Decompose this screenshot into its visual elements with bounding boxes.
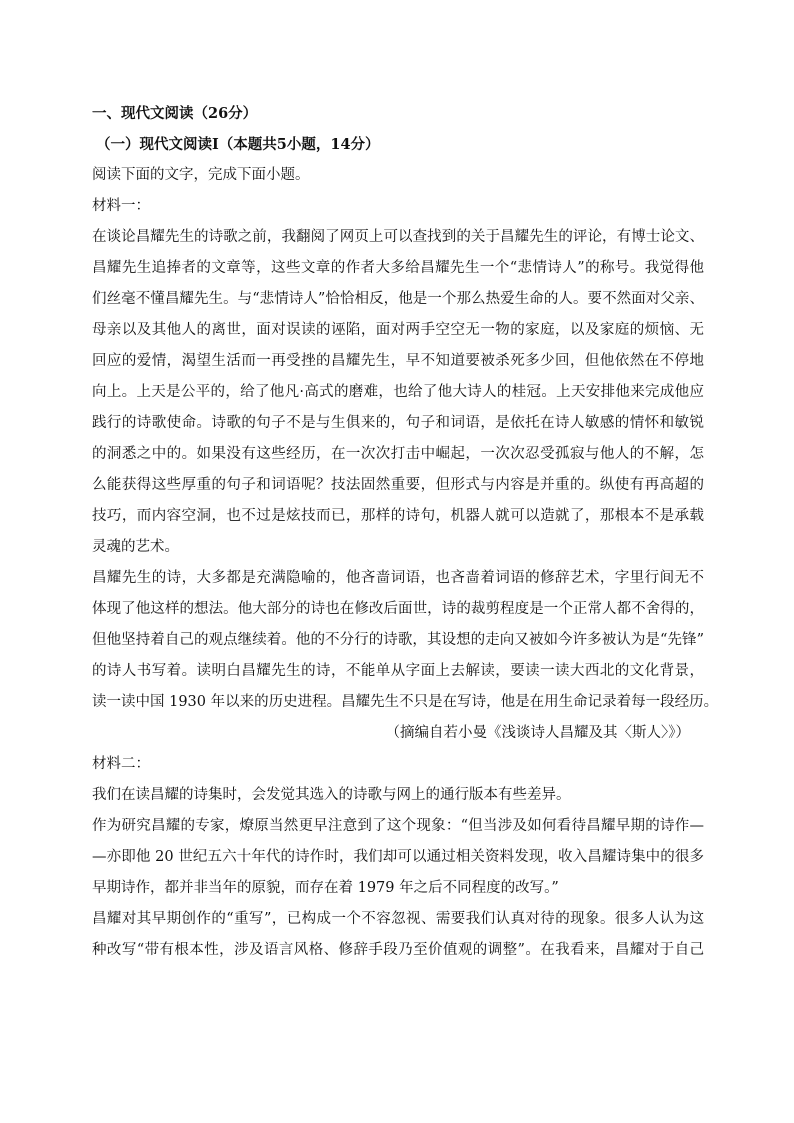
text-line: 向上。上天是公平的，给了他凡·高式的磨难，也给了他大诗人的桂冠。上天安排他来完成他应 [92, 384, 704, 400]
text-line: 的诗人书写着。读明白昌耀先生的诗，不能单从字面上去解读，要读一读大西北的文化背景， [92, 663, 704, 679]
material1-paragraph-1 [92, 222, 704, 563]
material2-label: 材料二： [92, 756, 150, 772]
text-line: 我们在读昌耀的诗集时，会发觉其选入的诗歌与网上的通行版本有些差异。 [92, 787, 571, 803]
text-line: 昌耀对其早期创作的“重写”，已构成一个不容忽视、需要我们认真对待的现象。很多人认为这 [92, 911, 704, 927]
text-line: 母亲以及其他人的离世，面对误读的诬陷，面对两手空空无一物的家庭，以及家庭的烦恼、无 [92, 322, 704, 338]
material1-source: （摘编自若小曼《浅谈诗人昌耀及其〈斯人〉》） [385, 725, 690, 741]
section-title: 一、现代文阅读（26分） [92, 105, 258, 122]
text-line: 体现了他这样的想法。他大部分的诗也在修改后面世，诗的裁剪程度是一个正常人都不舍得的， [92, 601, 704, 617]
text-line: 在谈论昌耀先生的诗歌之前，我翻阅了网页上可以查找到的关于昌耀先生的评论，有博士论文、 [92, 229, 704, 245]
text-line: —亦即他 20 世纪五六十年代的诗作时，我们却可以通过相关资料发现，收入昌耀诗集中的很多 [92, 849, 704, 865]
text-line: 但他坚持着自己的观点继续着。他的不分行的诗歌，其设想的走向又被如今许多被认为是“先锋” [92, 632, 704, 648]
document-page [92, 98, 719, 966]
material2-paragraph-1 [92, 780, 704, 811]
text-line: 灵魂的艺术。 [92, 539, 179, 555]
material2-paragraph-3 [92, 904, 704, 966]
text-line: 们丝毫不懂昌耀先生。与“悲情诗人”恰恰相反，他是一个那么热爱生命的人。要不然面对父亲、 [92, 291, 704, 307]
material1-label: 材料一： [92, 198, 150, 214]
text-line: 回应的爱情，渴望生活而一再受挫的昌耀先生，早不知道要被杀死多少回，但他依然在不停地 [92, 353, 704, 369]
text-line: 践行的诗歌使命。诗歌的句子不是与生俱来的，句子和词语，是依托在诗人敏感的情怀和敏锐 [92, 415, 704, 431]
text-line: 技巧，而内容空洞，也不过是炫技而已，那样的诗句，机器人就可以造就了，那根本不是承载 [92, 508, 704, 524]
material2-paragraph-2 [92, 811, 704, 904]
text-line: 么能获得这些厚重的句子和词语呢？技法固然重要，但形式与内容是并重的。纵使有再高超的 [92, 477, 704, 493]
text-line: 昌耀先生的诗，大多都是充满隐喻的，他吝啬词语，也吝啬着词语的修辞艺术，字里行间无不 [92, 570, 704, 586]
text-line: 昌耀先生追捧者的文章等，这些文章的作者大多给昌耀先生一个“悲情诗人”的称号。我觉得他 [92, 260, 704, 276]
text-line: 的洞悉之中的。如果没有这些经历，在一次次打击中崛起，一次次忍受孤寂与他人的不解，怎 [92, 446, 704, 462]
subsection-title: （一）现代文阅读Ⅰ（本题共5小题，14分） [96, 136, 380, 153]
text-line: 作为研究昌耀的专家，燎原当然更早注意到了这个现象：“但当涉及如何看待昌耀早期的诗作— [92, 818, 704, 834]
material1-paragraph-2 [92, 563, 719, 718]
text-line: 种改写“带有根本性，涉及语言风格、修辞手段乃至价值观的调整”。在我看来，昌耀对于自己 [92, 942, 704, 958]
text-line: 读一读中国 1930 年以来的历史进程。昌耀先生不只是在写诗，他是在用生命记录着每一段经历。 [92, 694, 719, 710]
instruction-text: 阅读下面的文字，完成下面小题。 [92, 167, 310, 183]
text-line: 早期诗作，都并非当年的原貌，而存在着 1979 年之后不同程度的改写。” [92, 880, 559, 896]
